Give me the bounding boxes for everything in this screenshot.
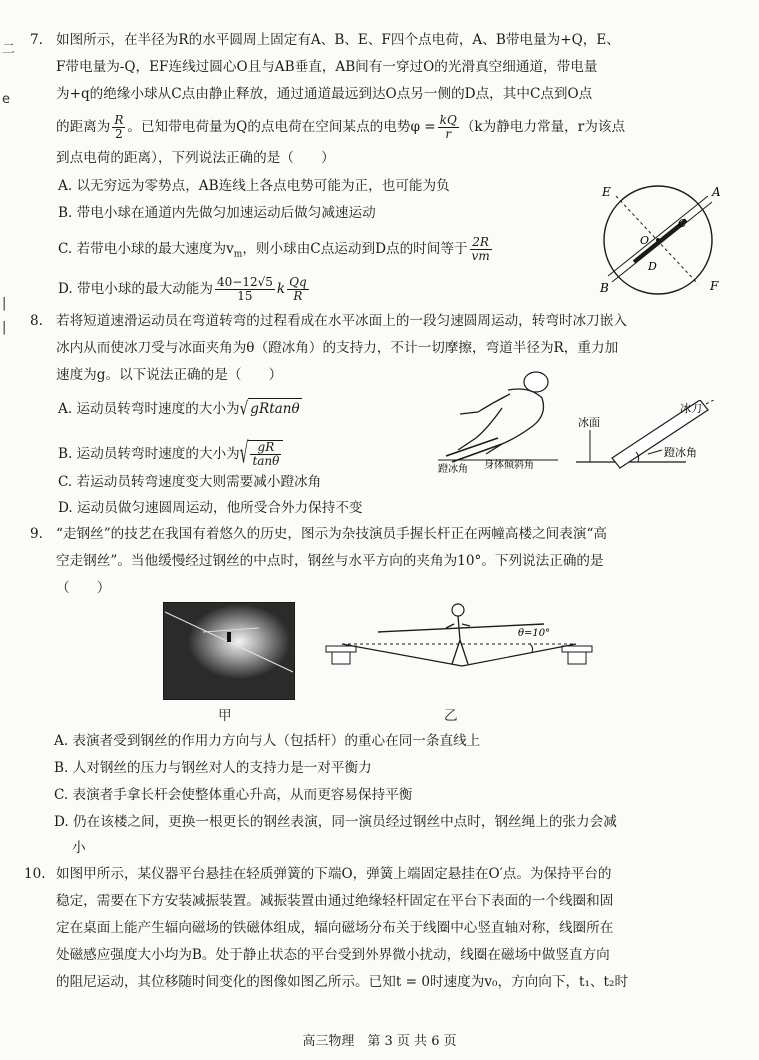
- option-d[interactable]: D. 运动员做匀速圆周运动，他所受合外力保持不变: [58, 500, 363, 516]
- margin-mark: e: [2, 92, 10, 107]
- margin-mark: 二: [2, 42, 16, 57]
- option-b[interactable]: B. 带电小球在通道内先做匀加速运动后做匀减速运动: [58, 205, 376, 221]
- fraction: $\frac{2R}{vm}$: [471, 235, 490, 263]
- option-c[interactable]: C. 若带电小球的最大速度为$v_m$，则小球由C点运动到D点的时间等于 $\frac{2R}{vm}$: [58, 235, 490, 263]
- label-ice: 冰面: [578, 416, 600, 429]
- question-text: 处磁感应强度大小均为B。处于静止状态的平台受到外界微小扰动，线圈在磁场中做竖直方向: [56, 947, 610, 963]
- fraction: $\frac{40-12√5}{15}$: [217, 275, 273, 303]
- question-text: 速度为g。以下说法正确的是（ ）: [56, 367, 283, 383]
- margin-mark: |: [2, 296, 7, 311]
- label-kick-angle: 蹬冰角: [438, 464, 468, 474]
- question-text: 若将短道速滑运动员在弯道转弯的过程看成在水平冰面上的一段匀速圆周运动，转弯时冰刀嵌入: [56, 313, 627, 329]
- label-d: D: [648, 260, 657, 273]
- question-text: 的阻尼运动，其位移随时间变化的图像如图乙所示。已知t = 0时速度为v₀，方向向下，t₁、t₂时: [56, 974, 629, 990]
- question-text: 定在桌面上能产生辐向磁场的铁磁体组成，辐向磁场分布关于线圈中心竖直轴对称，线圈所在: [56, 920, 614, 936]
- question-text: （ ）: [56, 580, 111, 596]
- blade-figure: [576, 400, 736, 472]
- label-f: F: [710, 279, 719, 293]
- circle-charge-figure: [590, 182, 730, 302]
- page-footer: 高三物理 第 3 页 共 6 页: [302, 1034, 457, 1049]
- fraction: $\frac{Qq}{R}$: [289, 275, 307, 303]
- label-c: C: [678, 217, 687, 230]
- question-text: “走钢丝”的技艺在我国有着悠久的历史，图示为杂技演员手握长杆正在两幢高楼之间表演“高: [56, 526, 608, 542]
- label-e: E: [602, 185, 611, 199]
- question-number: 10.: [24, 866, 46, 882]
- question-number: 7.: [30, 32, 43, 48]
- question-number: 9.: [30, 526, 43, 542]
- question-text: 到点电荷的距离），下列说法正确的是（ ）: [56, 150, 335, 166]
- option-b[interactable]: B. 人对钢丝的压力与钢丝对人的支持力是一对平衡力: [54, 760, 372, 776]
- label-blade: 冰刀: [680, 402, 702, 415]
- tightrope-photo: [163, 602, 295, 700]
- option-c[interactable]: C. 若运动员转弯速度变大则需要减小蹬冰角: [58, 474, 322, 490]
- label-a: A: [712, 185, 721, 199]
- option-c[interactable]: C. 表演者手拿长杆会使整体重心升高，从而更容易保持平衡: [54, 787, 413, 803]
- tightrope-diagram: [318, 602, 616, 682]
- theta-label: θ=10°: [518, 628, 551, 639]
- skater-figure: [438, 368, 568, 474]
- fraction: $\frac{R}{2}$: [114, 113, 124, 141]
- option-a[interactable]: A. 以无穷远为零势点，AB连线上各点电势可能为正，也可能为负: [58, 178, 450, 194]
- question-text: 如图所示，在半径为R的水平圆周上固定有A、B、E、F四个点电荷，A、B带电量为+Q，E、: [56, 32, 620, 48]
- question-text: 冰内从而使冰刀受与冰面夹角为θ（蹬冰角）的支持力，不计一切摩擦，弯道半径为R，重力加: [56, 340, 619, 356]
- question-text: 如图甲所示，某仪器平台悬挂在轻质弹簧的下端O，弹簧上端固定悬挂在O′点。为保持平台的: [56, 866, 612, 882]
- option-d[interactable]: D. 带电小球的最大动能为 $\frac{40-12√5}{15}$ k $\frac{Qq}{R}$: [58, 275, 307, 303]
- option-d-continued: 小: [72, 840, 86, 856]
- question-text: F带电量为-Q，EF连线过圆心O且与AB垂直，AB间有一穿过O的光滑真空细通道，带电量: [56, 59, 598, 75]
- question-text: 空走钢丝”。当他缓慢经过钢丝的中点时，钢丝与水平方向的夹角为10°。下列说法正确的是: [56, 553, 604, 569]
- label-o: O: [640, 234, 650, 247]
- label-body-tilt: 身体倾斜角: [484, 460, 534, 471]
- option-d[interactable]: D. 仍在该楼之间，更换一根更长的钢丝表演，同一演员经过钢丝中点时，钢丝绳上的张力会减: [54, 814, 617, 830]
- margin-mark: |: [2, 320, 7, 335]
- option-b[interactable]: B. 运动员转弯时速度的大小为√ $\frac{gR}{\tan\theta}$: [58, 440, 283, 468]
- question-number: 8.: [30, 313, 43, 329]
- question-text: 稳定，需要在下方安装减振装置。减振装置由通过绝缘轻杆固定在平台下表面的一个线圈和固: [56, 893, 614, 909]
- option-a[interactable]: A. 表演者受到钢丝的作用力方向与人（包括杆）的重心在同一条直线上: [54, 733, 481, 749]
- question-text: 的距离为 $\frac{R}{2}$ 。已知带电荷量为Q的点电荷在空间某点的电势φ = $\frac{kQ}{r}$ （k为静电力常量，r为该点: [56, 113, 626, 141]
- figure-label-left: 甲: [218, 708, 232, 724]
- fraction: $\frac{kQ}{r}$: [439, 113, 457, 141]
- option-a[interactable]: A. 运动员转弯时速度的大小为√ gRtanθ: [58, 398, 300, 420]
- label-b: B: [600, 281, 609, 295]
- figure-label-right: 乙: [444, 708, 458, 724]
- question-text: 为+q的绝缘小球从C点由静止释放，通过通道最远到达O点另一侧的D点，其中C点到O点: [56, 86, 593, 102]
- label-kick-angle-2: 蹬冰角: [664, 446, 697, 459]
